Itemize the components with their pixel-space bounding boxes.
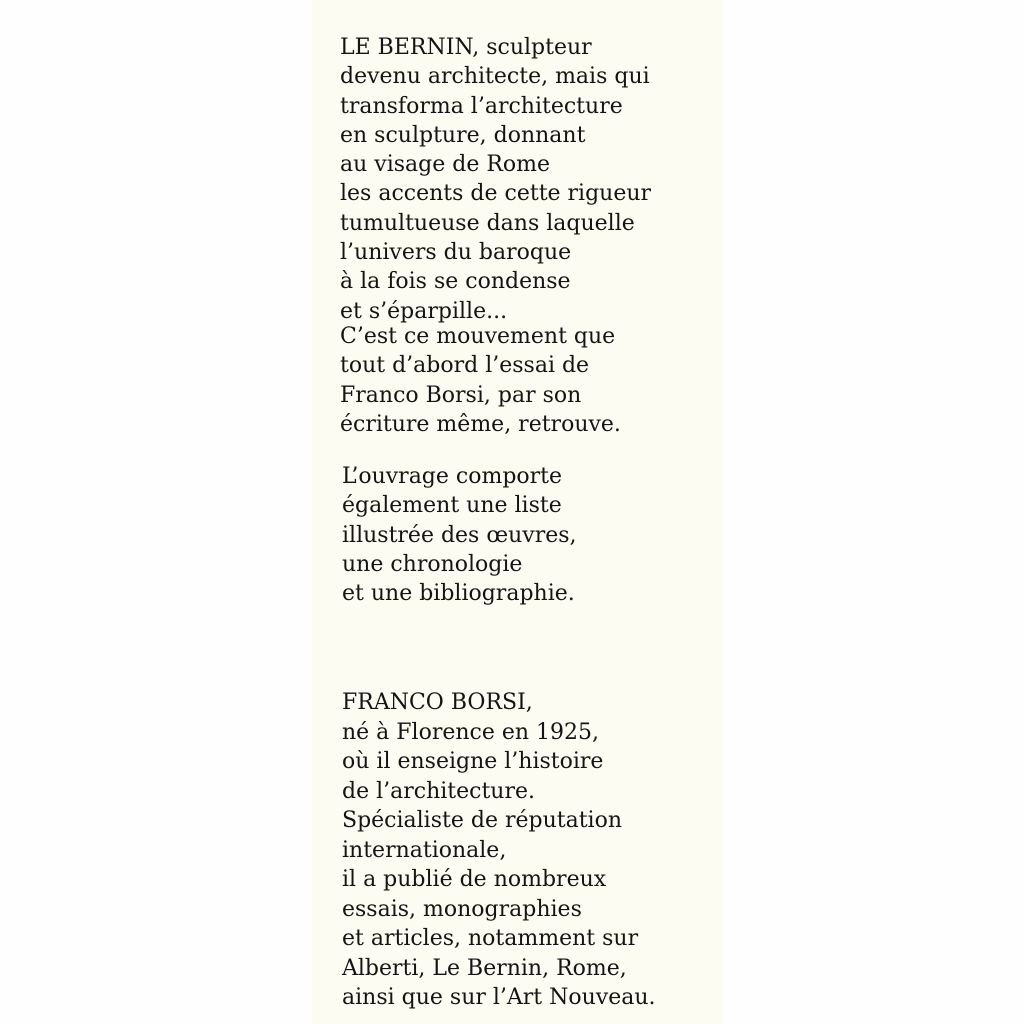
- description-line: tumultueuse dans laquelle: [340, 210, 635, 236]
- description-line: transforma l’architecture: [340, 93, 623, 119]
- author-bio-line: essais, monographies: [342, 896, 582, 922]
- author-bio-line: et articles, notamment sur: [342, 926, 639, 951]
- essay-line: tout d’abord l’essai de: [340, 353, 590, 379]
- author-bio-line: internationale,: [342, 837, 507, 863]
- author-bio-line: de l’architecture.: [342, 778, 536, 804]
- description-line: en sculpture, donnant: [340, 122, 586, 148]
- author-bio-line: Alberti, Le Bernin, Rome,: [342, 955, 627, 981]
- essay-line: Franco Borsi, par son: [340, 382, 582, 408]
- author-bio-line: où il enseigne l’histoire: [342, 749, 604, 774]
- description-line: au visage de Rome: [340, 152, 551, 178]
- author-bio-line: Spécialiste de réputation: [342, 808, 622, 833]
- author-bio-line: FRANCO BORSI,: [342, 690, 533, 715]
- description-line: LE BERNIN, sculpteur: [340, 35, 592, 60]
- description-line: devenu architecte, mais qui: [340, 64, 650, 90]
- author-bio-line: ainsi que sur l’Art Nouveau.: [342, 985, 656, 1010]
- description-line: à la fois se condense: [340, 269, 571, 295]
- description-line: et s’éparpille...: [340, 298, 508, 324]
- author-bio-line: il a publié de nombreux: [342, 867, 607, 892]
- contents-line: une chronologie: [342, 551, 523, 577]
- essay-line: C’est ce mouvement que: [340, 324, 616, 349]
- essay-paragraph: [340, 322, 621, 439]
- description-line: l’univers du baroque: [340, 240, 572, 266]
- description-paragraph: [340, 33, 651, 326]
- contents-line: et une bibliographie.: [342, 581, 575, 607]
- contents-line: illustrée des œuvres,: [342, 522, 577, 548]
- author-bio: [342, 688, 656, 1013]
- contents-paragraph: [342, 462, 577, 608]
- essay-line: écriture même, retrouve.: [340, 411, 621, 437]
- contents-line: également une liste: [342, 493, 562, 519]
- description-line: les accents de cette rigueur: [340, 181, 652, 207]
- contents-line: L’ouvrage comporte: [342, 464, 563, 489]
- author-bio-line: né à Florence en 1925,: [342, 719, 600, 745]
